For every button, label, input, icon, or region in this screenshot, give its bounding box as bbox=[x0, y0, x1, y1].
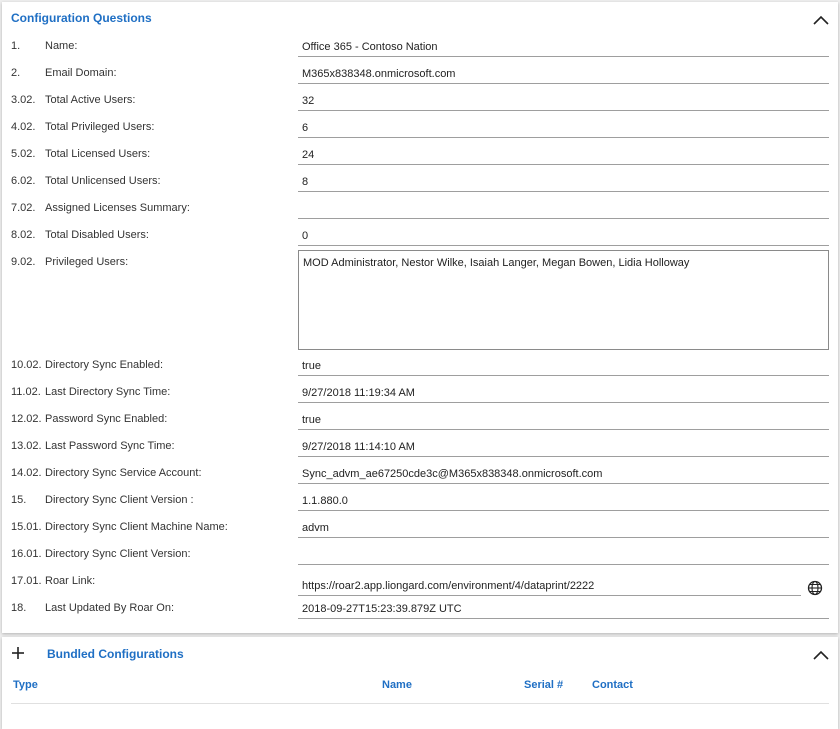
column-header-contact[interactable]: Contact bbox=[592, 679, 633, 691]
row-label: Roar Link: bbox=[45, 575, 96, 587]
row-number: 2. bbox=[11, 67, 21, 79]
value-field[interactable] bbox=[298, 516, 829, 538]
column-header-type[interactable]: Type bbox=[13, 679, 38, 691]
row-label: Directory Sync Enabled: bbox=[45, 359, 163, 371]
row-number: 17.01. bbox=[11, 575, 42, 587]
value-field[interactable] bbox=[298, 35, 829, 57]
field-value: true bbox=[302, 414, 321, 426]
chevron-up-icon[interactable] bbox=[812, 14, 832, 28]
field-value: M365x838348.onmicrosoft.com bbox=[302, 68, 456, 80]
value-field[interactable] bbox=[298, 143, 829, 165]
table-divider bbox=[11, 703, 829, 704]
value-field[interactable] bbox=[298, 89, 829, 111]
row-number: 13.02. bbox=[11, 440, 42, 452]
value-field[interactable] bbox=[298, 597, 829, 619]
row-label: Total Licensed Users: bbox=[45, 148, 151, 160]
value-field[interactable] bbox=[298, 62, 829, 84]
row-label: Directory Sync Service Account: bbox=[45, 467, 202, 479]
value-field[interactable] bbox=[298, 574, 801, 596]
row-number: 16.01. bbox=[11, 548, 42, 560]
row-number: 15.01. bbox=[11, 521, 42, 533]
value-field[interactable] bbox=[298, 408, 829, 430]
row-label: Last Password Sync Time: bbox=[45, 440, 175, 452]
privileged-users-textarea[interactable] bbox=[298, 250, 829, 350]
row-label: Assigned Licenses Summary: bbox=[45, 202, 190, 214]
bundled-configurations-panel bbox=[2, 637, 838, 729]
row-label: Password Sync Enabled: bbox=[45, 413, 168, 425]
plus-icon[interactable] bbox=[11, 646, 25, 660]
row-label: Total Unlicensed Users: bbox=[45, 175, 161, 187]
field-value: https://roar2.app.liongard.com/environment/4/dataprint/2222 bbox=[302, 580, 595, 592]
field-value: 24 bbox=[302, 149, 315, 161]
row-label: Last Updated By Roar On: bbox=[45, 602, 175, 614]
row-number: 14.02. bbox=[11, 467, 42, 479]
field-value: 1.1.880.0 bbox=[302, 495, 348, 507]
row-label: Directory Sync Client Version : bbox=[45, 494, 194, 506]
bundled-configurations-title[interactable]: Bundled Configurations bbox=[47, 647, 184, 661]
row-label: Privileged Users: bbox=[45, 256, 129, 268]
column-header-name[interactable]: Name bbox=[382, 679, 412, 691]
row-label: Total Active Users: bbox=[45, 94, 136, 106]
chevron-up-icon[interactable] bbox=[812, 649, 832, 663]
row-number: 18. bbox=[11, 602, 27, 614]
value-field[interactable] bbox=[298, 543, 829, 565]
field-value: 8 bbox=[302, 176, 309, 188]
field-value: Office 365 - Contoso Nation bbox=[302, 41, 438, 53]
field-value: 32 bbox=[302, 95, 315, 107]
field-value: 6 bbox=[302, 122, 309, 134]
row-number: 7.02. bbox=[11, 202, 36, 214]
row-number: 1. bbox=[11, 40, 21, 52]
field-value: true bbox=[302, 360, 321, 372]
row-number: 4.02. bbox=[11, 121, 36, 133]
row-number: 5.02. bbox=[11, 148, 36, 160]
value-field[interactable] bbox=[298, 435, 829, 457]
field-value: 9/27/2018 11:14:10 AM bbox=[302, 441, 415, 453]
row-number: 3.02. bbox=[11, 94, 36, 106]
value-field[interactable] bbox=[298, 170, 829, 192]
value-field[interactable] bbox=[298, 462, 829, 484]
value-field[interactable] bbox=[298, 489, 829, 511]
row-label: Name: bbox=[45, 40, 78, 52]
row-label: Directory Sync Client Version: bbox=[45, 548, 191, 560]
row-label: Email Domain: bbox=[45, 67, 117, 79]
field-value: Sync_advm_ae67250cde3c@M365x838348.onmicrosoft.com bbox=[302, 468, 603, 480]
row-label: Total Privileged Users: bbox=[45, 121, 155, 133]
globe-icon[interactable] bbox=[807, 580, 823, 596]
row-number: 9.02. bbox=[11, 256, 36, 268]
row-number: 6.02. bbox=[11, 175, 36, 187]
column-header-serial[interactable]: Serial # bbox=[524, 679, 564, 691]
row-number: 15. bbox=[11, 494, 27, 506]
configuration-questions-panel bbox=[2, 2, 838, 633]
field-value: 0 bbox=[302, 230, 309, 242]
row-number: 10.02. bbox=[11, 359, 42, 371]
field-value: advm bbox=[302, 522, 329, 534]
value-field[interactable] bbox=[298, 224, 829, 246]
field-value: 9/27/2018 11:19:34 AM bbox=[302, 387, 415, 399]
field-value: 2018-09-27T15:23:39.879Z UTC bbox=[302, 603, 462, 615]
row-number: 12.02. bbox=[11, 413, 42, 425]
row-label: Directory Sync Client Machine Name: bbox=[45, 521, 228, 533]
value-field[interactable] bbox=[298, 354, 829, 376]
value-field[interactable] bbox=[298, 381, 829, 403]
field-value: MOD Administrator, Nestor Wilke, Isaiah Langer, Megan Bowen, Lidia Holloway bbox=[303, 257, 690, 269]
row-label: Last Directory Sync Time: bbox=[45, 386, 171, 398]
value-field[interactable] bbox=[298, 197, 829, 219]
value-field[interactable] bbox=[298, 116, 829, 138]
configuration-questions-title: Configuration Questions bbox=[11, 11, 152, 25]
row-label: Total Disabled Users: bbox=[45, 229, 149, 241]
row-number: 11.02. bbox=[11, 386, 41, 398]
row-number: 8.02. bbox=[11, 229, 36, 241]
